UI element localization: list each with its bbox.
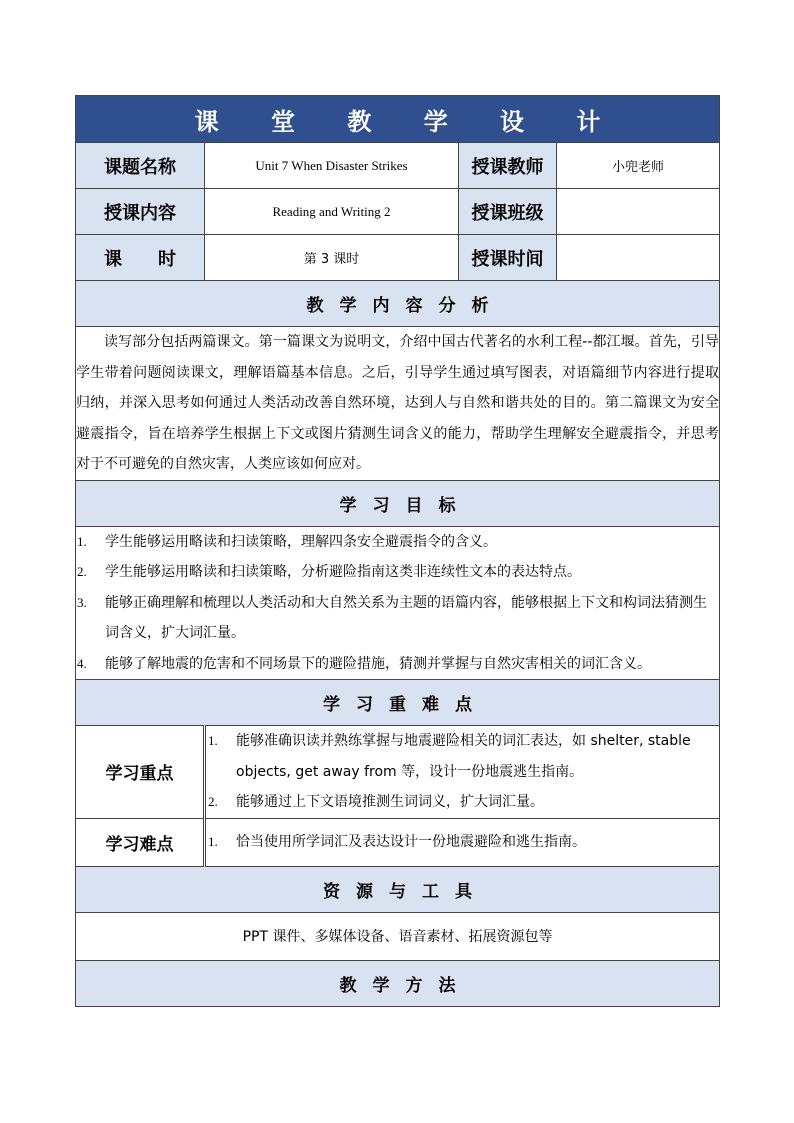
keypoints-header-row: [76, 680, 720, 726]
methods-header-row: [76, 960, 720, 1006]
analysis-body-row: [76, 327, 720, 481]
difficulty-label: 学习难点: [76, 818, 205, 866]
list-number: 3.: [77, 594, 87, 610]
title-row: [76, 96, 720, 143]
list-number: 1.: [77, 533, 87, 549]
objective-item: [76, 527, 719, 558]
keypoints-header: 学习重难点: [76, 680, 720, 726]
class-label: 授课班级: [459, 189, 557, 235]
lesson-plan-table: [75, 95, 720, 1007]
course-value: Unit 7 When Disaster Strikes: [205, 143, 459, 189]
list-text: 学生能够运用略读和扫读策略，分析避险指南这类非连续性文本的表达特点。: [105, 564, 581, 580]
focus-label: 学习重点: [76, 726, 205, 819]
time-value: [557, 235, 720, 281]
analysis-header-row: [76, 281, 720, 327]
content-label: 授课内容: [76, 189, 205, 235]
analysis-text: 读写部分包括两篇课文。第一篇课文为说明文，介绍中国古代著名的水利工程--都江堰。首先，引导学生带着问题阅读课文，理解语篇基本信息。之后，引导学生通过填写图表，对语篇细节内容进行提取归纳，并深入思考如何通过人类活动改善自然环境，达到人与自然和谐共处的目的。第二篇课文为安全避震指令，旨在培养学生根据上下文或图片猜测生词含义的能力，帮助学生理解安全避震指令，并思考对于不可避免的自然灾害，人类应该如何应对。: [76, 327, 720, 481]
teacher-label: 授课教师: [459, 143, 557, 189]
resources-header: 资源与工具: [76, 866, 720, 912]
objectives-header-row: [76, 480, 720, 526]
objective-item: [76, 588, 719, 649]
list-number: 4.: [77, 655, 87, 671]
resources-text: PPT 课件、多媒体设备、语音素材、拓展资源包等: [76, 912, 720, 960]
list-text: 能够正确理解和梳理以人类活动和大自然关系为主题的语篇内容，能够根据上下文和构词法猜测生词含义，扩大词汇量。: [105, 594, 707, 641]
methods-header: 教学方法: [76, 960, 720, 1006]
resources-body-row: [76, 912, 720, 960]
info-row-period: [76, 235, 720, 281]
content-value: Reading and Writing 2: [205, 189, 459, 235]
info-row-content: [76, 189, 720, 235]
objectives-list: [76, 526, 720, 680]
document-title: 课 堂 教 学 设 计: [76, 96, 720, 143]
course-label: 课题名称: [76, 143, 205, 189]
class-value: [557, 189, 720, 235]
objective-item: [76, 649, 719, 680]
list-number: 1.: [208, 833, 218, 849]
focus-item: [206, 726, 719, 787]
list-text: 学生能够运用略读和扫读策略，理解四条安全避震指令的含义。: [105, 533, 497, 550]
focus-item: [206, 787, 719, 818]
objectives-body-row: [76, 526, 720, 680]
objective-item: [76, 557, 719, 588]
list-text: 能够了解地震的危害和不同场景下的避险措施，猜测并掌握与自然灾害相关的词汇含义。: [105, 655, 651, 672]
list-text: 恰当使用所学词汇及表达设计一份地震避险和逃生指南。: [236, 833, 586, 850]
objectives-header: 学习目标: [76, 480, 720, 526]
list-text: 能够通过上下文语境推测生词词义，扩大词汇量。: [236, 794, 544, 810]
difficulty-row: [76, 818, 720, 866]
teacher-value: 小兜老师: [557, 143, 720, 189]
focus-list: [205, 726, 720, 819]
info-row-course: [76, 143, 720, 189]
time-label: 授课时间: [459, 235, 557, 281]
difficulty-item: [206, 827, 719, 858]
analysis-header: 教学内容分析: [76, 281, 720, 327]
resources-header-row: [76, 866, 720, 912]
period-value: 第 3 课时: [205, 235, 459, 281]
period-label: 课 时: [76, 235, 205, 281]
list-text: 能够准确识读并熟练掌握与地震避险相关的词汇表达，如 shelter, stable objects, get away from 等，设计一份地震逃生指南。: [236, 733, 691, 780]
difficulty-list: [205, 818, 720, 866]
list-number: 2.: [208, 794, 218, 809]
focus-row: [76, 726, 720, 819]
list-number: 2.: [77, 564, 87, 579]
list-number: 1.: [208, 733, 218, 748]
